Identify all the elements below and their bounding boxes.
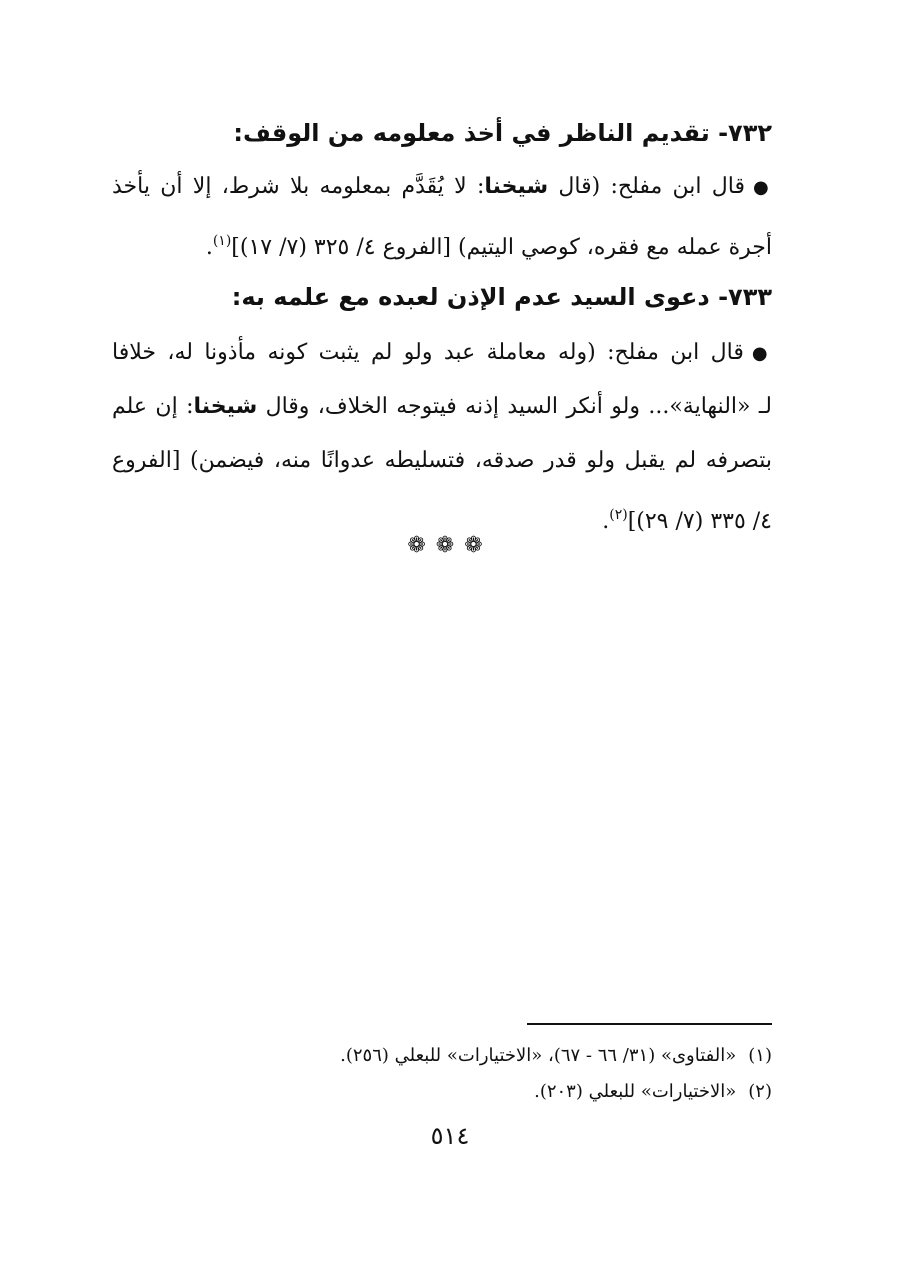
page-number: ٥١٤ bbox=[430, 1122, 470, 1150]
footnote-number: (٢) bbox=[748, 1081, 772, 1102]
bullet-icon: ● bbox=[753, 177, 772, 198]
footnote-1 bbox=[112, 1042, 772, 1070]
section-heading-732: ٧٣٢- تقديم الناظر في أخذ معلومه من الوقف: bbox=[233, 119, 772, 147]
paragraph-732 bbox=[112, 160, 772, 268]
paragraph-line bbox=[112, 214, 772, 268]
paragraph-line bbox=[112, 326, 772, 380]
text-run: : إن علم bbox=[112, 394, 194, 419]
paragraph-line bbox=[112, 160, 772, 214]
text-run: ٤/ ٣٣٥ (٧/ ٢٩)] bbox=[627, 509, 772, 534]
footnote-separator bbox=[527, 1023, 772, 1025]
text-run: . bbox=[602, 509, 610, 534]
ornament-divider-icon: ❁❁❁ bbox=[407, 533, 493, 558]
bold-term: شيخنا bbox=[484, 174, 549, 199]
paragraph-line bbox=[112, 380, 772, 434]
paragraph-733 bbox=[112, 326, 772, 542]
text-run: : لا يُقَدَّم بمعلومه بلا شرط، إلا أن يأخذ bbox=[112, 174, 485, 199]
footnote-2 bbox=[112, 1078, 772, 1106]
text-run: لـ «النهاية»... ولو أنكر السيد إذنه فيتوجه الخلاف، وقال bbox=[257, 394, 773, 419]
footnote-text: «الاختيارات» للبعلي (٢٠٣). bbox=[534, 1081, 737, 1102]
bold-term: شيخنا bbox=[193, 394, 258, 419]
footnote-number: (١) bbox=[748, 1045, 772, 1066]
paragraph-line bbox=[112, 434, 772, 488]
text-run: قال ابن مفلح: (وله معاملة عبد ولو لم يثبت كونه مأذونا له، خلافا bbox=[112, 340, 744, 365]
footnote-reference[interactable]: (١) bbox=[212, 233, 232, 249]
footnote-text: «الفتاوى» (٣١/ ٦٦ - ٦٧)، «الاختيارات» للبعلي (٢٥٦). bbox=[340, 1045, 737, 1066]
text-run: بتصرفه لم يقبل ولو قدر صدقه، فتسليطه عدوانًا منه، فيضمن) [الفروع bbox=[112, 448, 772, 473]
section-heading-733: ٧٣٣- دعوى السيد عدم الإذن لعبده مع علمه به: bbox=[231, 283, 772, 311]
text-run: . bbox=[205, 235, 213, 260]
text-run: قال ابن مفلح: (قال bbox=[548, 174, 745, 199]
bullet-icon: ● bbox=[751, 343, 772, 364]
text-run: أجرة عمله مع فقره، كوصي اليتيم) [الفروع ٤/ ٣٢٥ (٧/ ١٧)] bbox=[231, 235, 772, 260]
footnote-reference[interactable]: (٢) bbox=[609, 507, 628, 523]
